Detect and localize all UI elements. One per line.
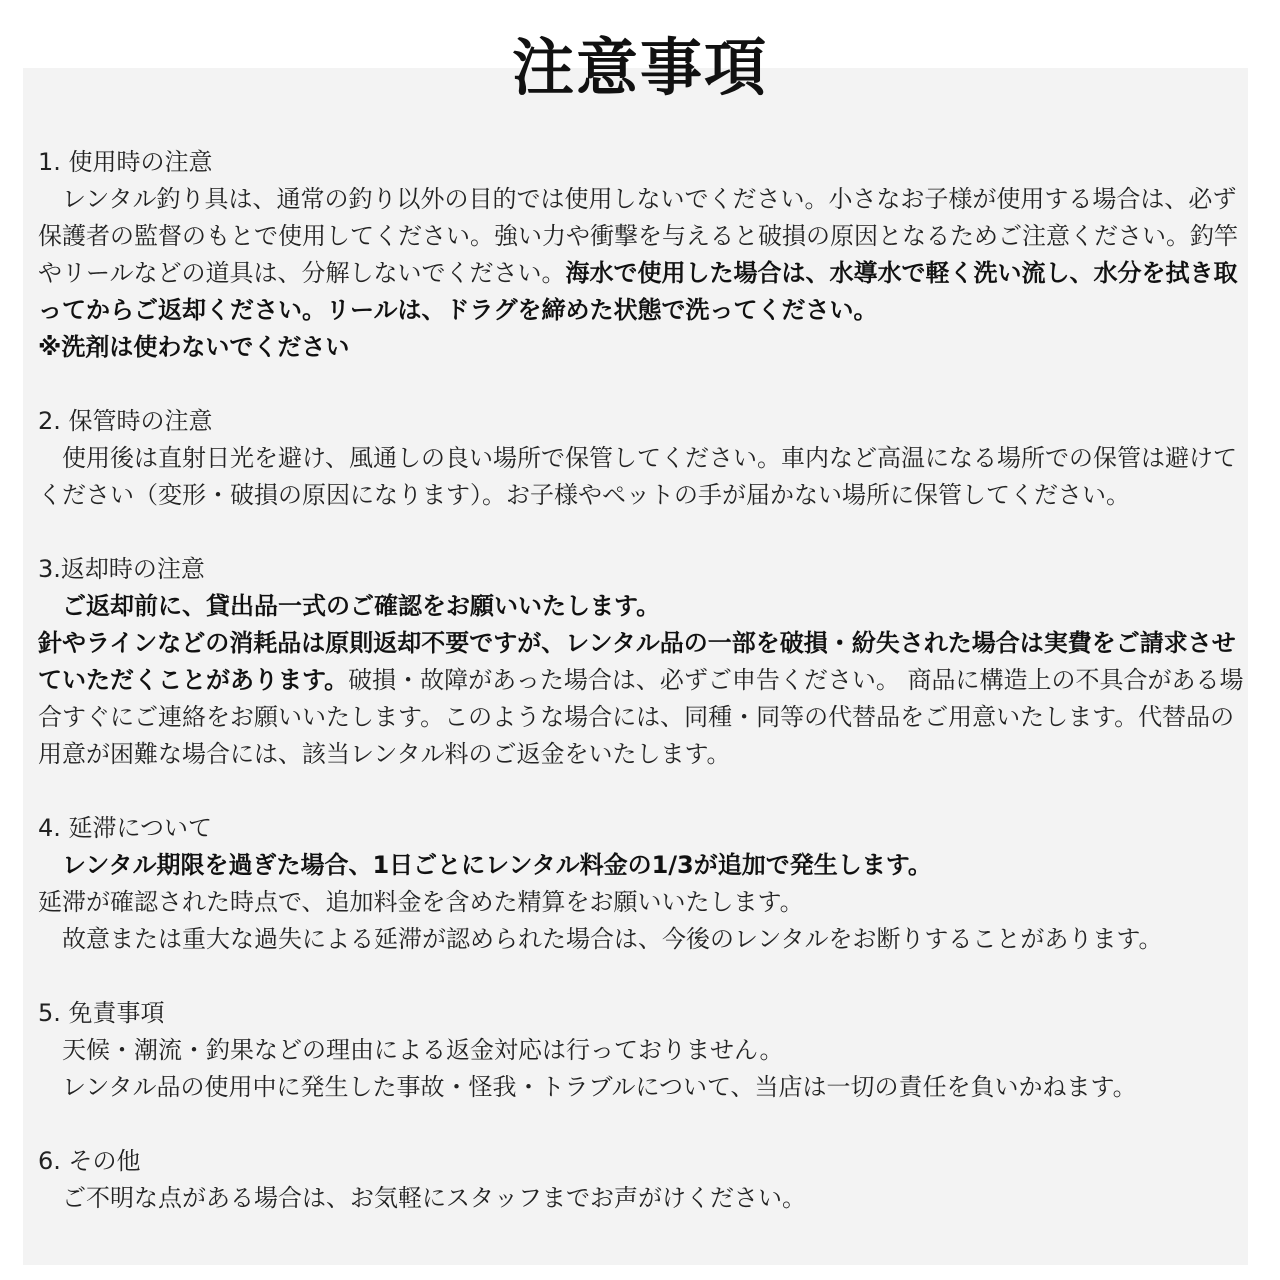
section-other — [38, 1143, 1254, 1217]
section-disclaimer — [38, 995, 1254, 1106]
paragraph: レンタル品の使用中に発生した事故・怪我・トラブルについて、当店は一切の責任を負いかねます。 — [62, 1073, 1137, 1101]
emphasis-text: レンタル期限を過ぎた場合、1日ごとにレンタル料金の1/3が追加で発生します。 — [62, 851, 932, 879]
paragraph — [38, 181, 1254, 329]
paragraph: ご不明な点がある場合は、お気軽にスタッフまでお声がけください。 — [62, 1184, 806, 1212]
section-heading: 2. 保管時の注意 — [38, 407, 213, 435]
paragraph: 故意または重大な過失による延滞が認められた場合は、今後のレンタルをお断りすることがあります。 — [62, 925, 1163, 953]
paragraph: 天候・潮流・釣果などの理由による返金対応は行っておりません。 — [62, 1036, 784, 1064]
section-heading: 3.返却時の注意 — [38, 555, 205, 583]
section-usage — [38, 144, 1254, 366]
paragraph-text: レンタル釣り具は、通常の釣り以外の目的では使用しないでください。小さなお子様が使用する場合は、必ず保護者の監督のもとで使用してください。強い力や衝撃を与えると破損の原因となるためご注意ください。釣竿やリールなどの道具は、分解しないでください。 — [38, 185, 1238, 287]
paragraph: 延滞が確認された時点で、追加料金を含めた精算をお願いいたします。 — [38, 888, 804, 916]
section-overdue — [38, 810, 1254, 958]
emphasis-text: ご返却前に、貸出品一式のご確認をお願いいたします。 — [62, 592, 661, 620]
section-heading: 6. その他 — [38, 1147, 141, 1175]
detergent-note: ※洗剤は使わないでください — [38, 333, 350, 361]
section-heading: 4. 延滞について — [38, 814, 213, 842]
paragraph-text: 破損・故障があった場合は、必ずご申告ください。 商品に構造上の不具合がある場合すぐにご連絡をお願いいたします。このような場合には、同種・同等の代替品をご用意いたします。代替品の用意が困難な場合には、該当レンタル料のご返金をいたします。 — [38, 666, 1244, 768]
page-title: 注意事項 — [511, 31, 768, 104]
paragraph: 使用後は直射日光を避け、風通しの良い場所で保管してください。車内など高温になる場所での保管は避けてください（変形・破損の原因になります）。お子様やペットの手が届かない場所に保管してください。 — [38, 444, 1238, 509]
section-heading: 5. 免責事項 — [38, 999, 165, 1027]
section-storage — [38, 403, 1254, 514]
section-return — [38, 551, 1254, 773]
paragraph — [38, 625, 1254, 773]
section-heading: 1. 使用時の注意 — [38, 148, 213, 176]
emphasis-text: 海水で使用した場合は、水導水で軽く洗い流し、水分を拭き取ってからご返却ください。リールは、ドラグを締めた状態で洗ってください。 — [38, 259, 1238, 324]
emphasis-text: 針やラインなどの消耗品は原則返却不要ですが、レンタル品の一部を破損・紛失された場合は実費をご請求させていただくことがあります。 — [38, 629, 1236, 694]
notice-body — [38, 144, 1254, 1254]
